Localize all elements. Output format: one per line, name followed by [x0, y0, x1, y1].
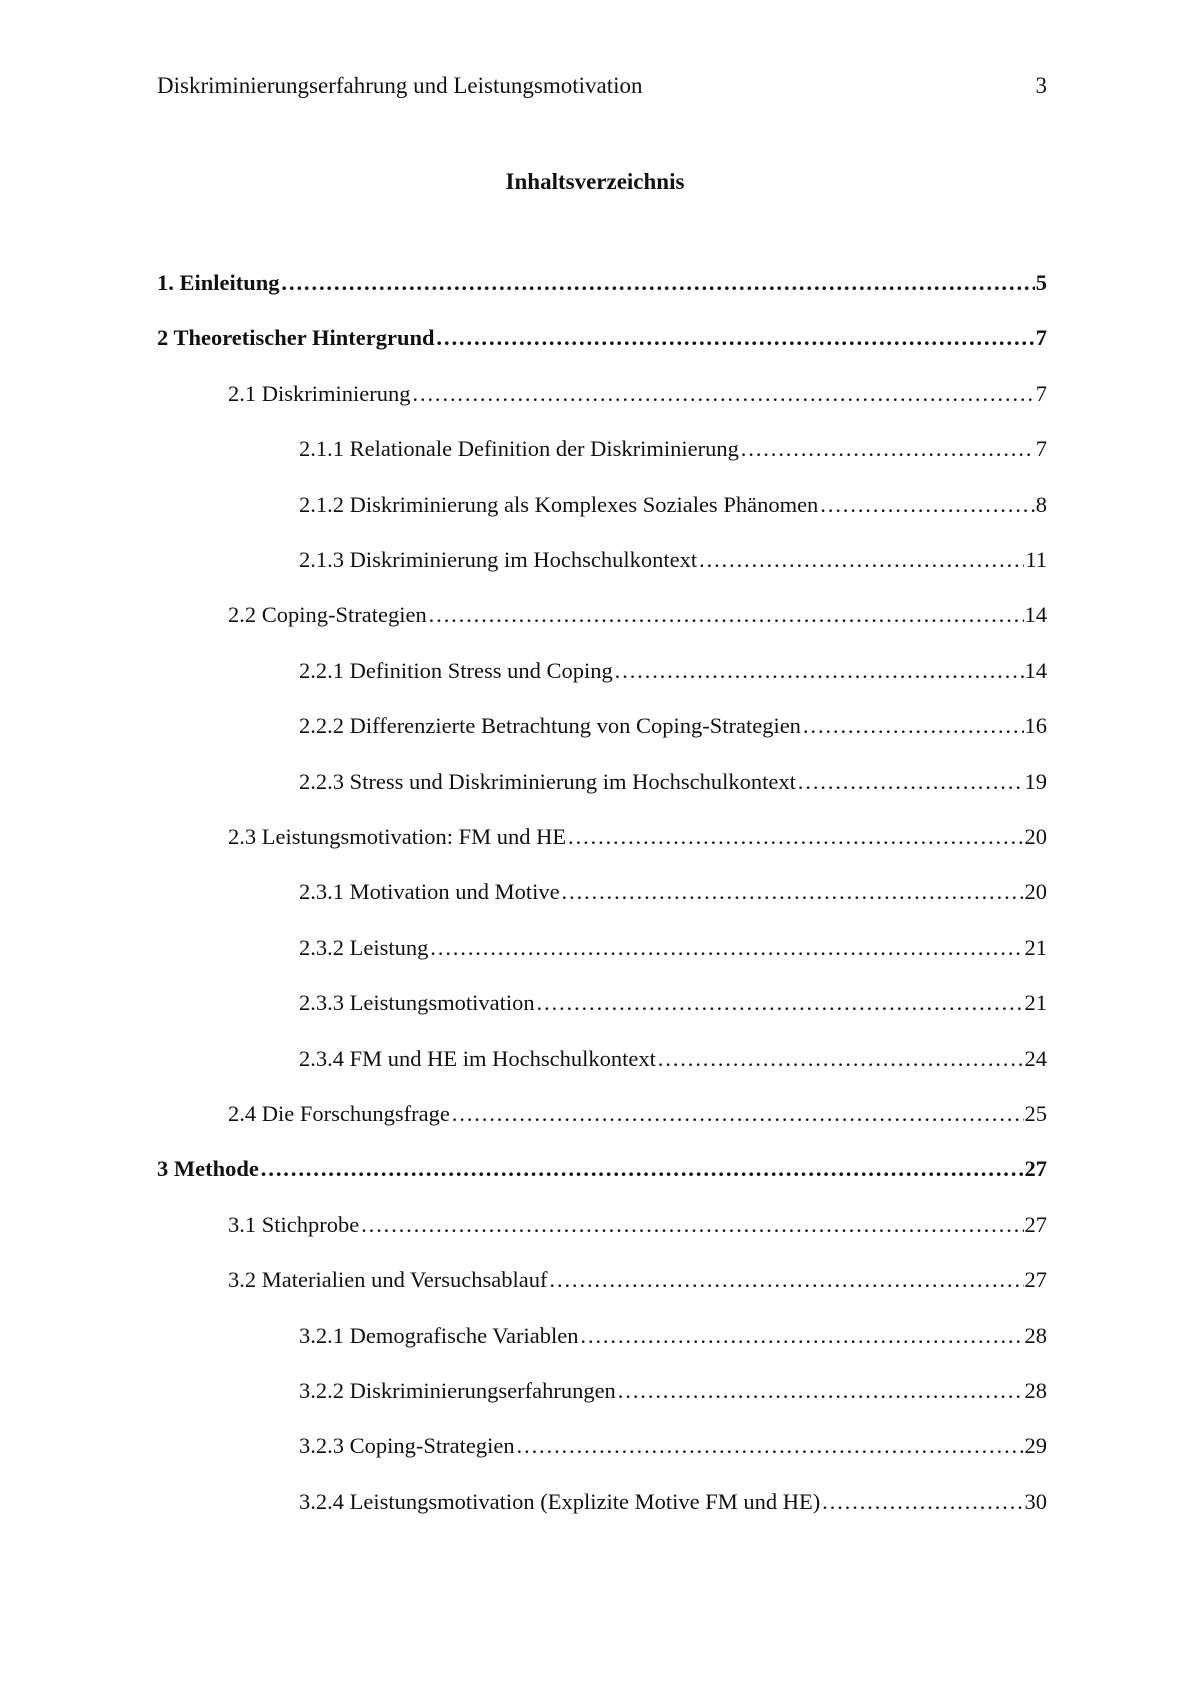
toc-dot-leader: [802, 709, 1024, 743]
toc-entry-label: 2.1.2 Diskriminierung als Komplexes Soziales Phänomen: [299, 491, 819, 517]
toc-entry-label: 2.2.3 Stress und Diskriminierung im Hochschulkontext: [299, 768, 796, 794]
toc-dot-leader: [360, 1208, 1023, 1242]
toc-dot-leader: [698, 543, 1024, 577]
toc-entry: [299, 543, 1047, 577]
toc-entry: [228, 377, 1047, 411]
toc-entry-label: 3 Methode: [157, 1156, 259, 1182]
toc-entry-page: 28: [1024, 1322, 1047, 1348]
toc-entry-page: 16: [1024, 713, 1047, 739]
toc-entry-label: 3.2 Materialien und Versuchsablauf: [228, 1267, 548, 1293]
toc-entry-label: 2.3.3 Leistungsmotivation: [299, 990, 535, 1016]
toc-entry: [157, 321, 1047, 355]
toc-entry: [299, 1319, 1047, 1353]
toc-entry: [299, 1485, 1047, 1519]
toc-title: Inhaltsverzeichnis: [505, 169, 685, 194]
toc-entry-label: 3.2.3 Coping-Strategien: [299, 1433, 515, 1459]
toc-dot-leader: [549, 1263, 1024, 1297]
toc-entry-page: 30: [1024, 1488, 1047, 1514]
toc-entry-page: 20: [1024, 879, 1047, 905]
toc-entry-page: 20: [1024, 824, 1047, 849]
toc-entry-label: 2.2 Coping-Strategien: [228, 602, 427, 628]
toc-entry: [299, 432, 1047, 466]
toc-dot-leader: [567, 820, 1023, 854]
toc-entry-label: 3.2.1 Demografische Variablen: [299, 1322, 579, 1348]
toc-entry: [228, 598, 1047, 632]
toc-entry-label: 2.1.1 Relationale Definition der Diskriminierung: [299, 436, 739, 462]
toc-entry-label: 1. Einleitung: [157, 270, 280, 295]
toc-entry-label: 2.4 Die Forschungsfrage: [228, 1101, 450, 1126]
toc-entry-label: 2.2.1 Definition Stress und Coping: [299, 657, 613, 683]
toc-dot-leader: [580, 1319, 1024, 1353]
toc-entry-label: 2.3.1 Motivation und Motive: [299, 879, 560, 905]
toc-entry-label: 2.3.2 Leistung: [299, 934, 429, 960]
toc-entry-page: 27: [1024, 1267, 1047, 1293]
toc-entry: [299, 875, 1047, 909]
toc-dot-leader: [536, 986, 1024, 1020]
toc-dot-leader: [516, 1429, 1024, 1463]
toc-entry-page: 7: [1035, 436, 1047, 462]
toc-dot-leader: [740, 432, 1035, 466]
toc-entry-page: 27: [1024, 1211, 1047, 1237]
toc-entry-label: 3.2.2 Diskriminierungserfahrungen: [299, 1378, 616, 1403]
toc-entry: [228, 820, 1047, 854]
toc-dot-leader: [821, 1485, 1023, 1519]
toc-dot-leader: [617, 1374, 1024, 1408]
toc-entry: [299, 1429, 1047, 1463]
toc-entry: [228, 1208, 1047, 1242]
toc-entry-page: 7: [1035, 325, 1047, 351]
toc-entry-page: 14: [1024, 602, 1047, 628]
toc-dot-leader: [451, 1097, 1024, 1131]
toc-dot-leader: [411, 377, 1034, 411]
toc-dot-leader: [260, 1152, 1024, 1186]
toc-dot-leader: [657, 1042, 1024, 1076]
toc-entry: [299, 931, 1047, 965]
toc-dot-leader: [797, 765, 1024, 799]
toc-entry: [299, 986, 1047, 1020]
toc-entry-label: 2.3.4 FM und HE im Hochschulkontext: [299, 1045, 656, 1071]
toc-entry-label: 2 Theoretischer Hintergrund: [157, 325, 435, 351]
toc-entry-page: 11: [1025, 547, 1047, 572]
toc-entry-page: 21: [1024, 934, 1047, 960]
toc-entry-page: 29: [1024, 1433, 1047, 1459]
toc-entry-page: 21: [1024, 990, 1047, 1016]
toc-dot-leader: [429, 931, 1023, 965]
toc-entry: [299, 1042, 1047, 1076]
toc-entry-label: 2.2.2 Differenzierte Betrachtung von Coping-Strategien: [299, 713, 801, 739]
toc-entry: [299, 765, 1047, 799]
toc-entry-page: 28: [1024, 1378, 1047, 1403]
toc-entry-page: 27: [1024, 1156, 1047, 1182]
toc-dot-leader: [819, 488, 1034, 522]
toc-entry: [299, 1374, 1047, 1408]
toc-dot-leader: [428, 598, 1024, 632]
toc-entry-page: 19: [1024, 768, 1047, 794]
toc-entry-page: 7: [1035, 380, 1047, 406]
page-number: 3: [1035, 73, 1047, 98]
running-head: [157, 72, 1047, 100]
toc-entry: [228, 1263, 1047, 1297]
toc-dot-leader: [614, 654, 1024, 688]
toc-dot-leader: [281, 266, 1035, 300]
toc-entry-page: 5: [1035, 270, 1047, 295]
running-title: Diskriminierungserfahrung und Leistungsmotivation: [157, 73, 643, 98]
toc-entry-page: 8: [1035, 491, 1047, 517]
toc-entry: [299, 709, 1047, 743]
toc-entry-label: 2.1.3 Diskriminierung im Hochschulkontext: [299, 547, 698, 572]
toc-entry-label: 3.1 Stichprobe: [228, 1211, 360, 1237]
toc-entry-page: 25: [1024, 1101, 1047, 1126]
toc-entry: [157, 1152, 1047, 1186]
toc-entry-label: 2.1 Diskriminierung: [228, 380, 411, 406]
toc-entry: [157, 266, 1047, 300]
toc-entry-label: 3.2.4 Leistungsmotivation (Explizite Motive FM und HE): [299, 1488, 821, 1514]
toc-entry-page: 14: [1024, 657, 1047, 683]
toc-entry: [299, 654, 1047, 688]
toc-entry-label: 2.3 Leistungsmotivation: FM und HE: [228, 824, 567, 849]
toc-entry: [228, 1097, 1047, 1131]
toc-dot-leader: [561, 875, 1024, 909]
toc-dot-leader: [436, 321, 1035, 355]
toc-entry: [299, 488, 1047, 522]
toc-entry-page: 24: [1024, 1045, 1047, 1071]
